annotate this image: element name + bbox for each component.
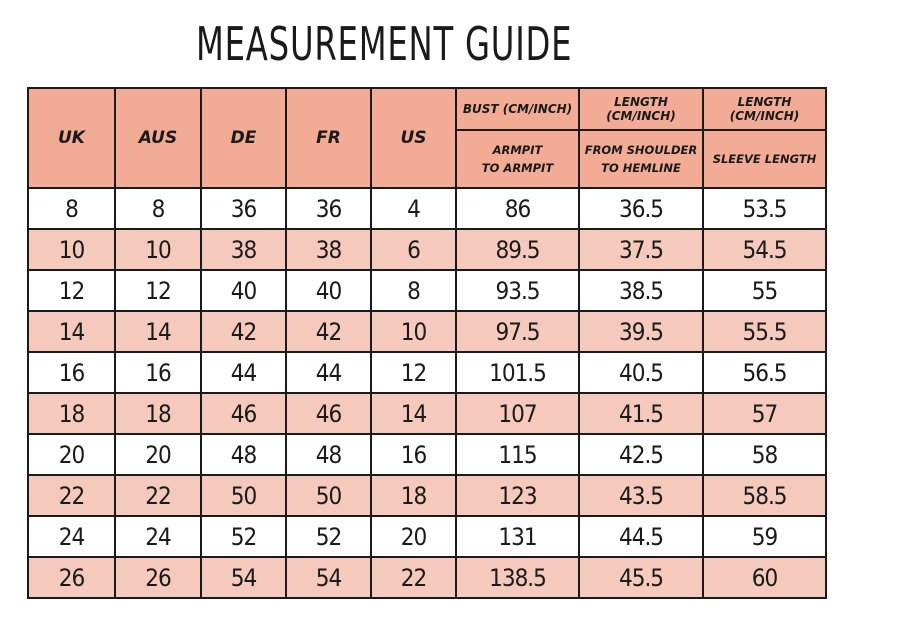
cell-de: 46 — [201, 393, 286, 434]
cell-aus: 20 — [115, 434, 201, 475]
cell-uk: 26 — [28, 557, 115, 598]
cell-aus: 26 — [115, 557, 201, 598]
column-header-de: DE — [201, 88, 286, 188]
page-title: MEASUREMENT GUIDE — [196, 17, 573, 71]
cell-sleeve-length: 54.5 — [703, 229, 826, 270]
cell-bust: 93.5 — [456, 270, 579, 311]
column-header-sleeve-length: LENGTH (CM/INCH) — [703, 88, 826, 130]
table-row — [28, 475, 826, 516]
table-row — [28, 352, 826, 393]
subheader-line: SLEEVE LENGTH — [712, 152, 817, 166]
cell-sleeve-length: 57 — [703, 393, 826, 434]
cell-aus: 22 — [115, 475, 201, 516]
cell-sleeve-length: 58 — [703, 434, 826, 475]
cell-sleeve-length: 55 — [703, 270, 826, 311]
cell-us: 12 — [371, 352, 456, 393]
table-row — [28, 188, 826, 229]
cell-body-length: 36.5 — [579, 188, 703, 229]
cell-aus: 18 — [115, 393, 201, 434]
cell-body-length: 44.5 — [579, 516, 703, 557]
cell-aus: 12 — [115, 270, 201, 311]
subheader-line: TO ARMPIT — [481, 161, 554, 175]
cell-body-length: 40.5 — [579, 352, 703, 393]
subheader-bust — [456, 130, 579, 188]
subheader-body-length — [579, 130, 703, 188]
column-header-aus: AUS — [115, 88, 201, 188]
cell-sleeve-length: 56.5 — [703, 352, 826, 393]
column-header-fr: FR — [286, 88, 371, 188]
cell-uk: 18 — [28, 393, 115, 434]
cell-us: 14 — [371, 393, 456, 434]
cell-aus: 16 — [115, 352, 201, 393]
cell-fr: 50 — [286, 475, 371, 516]
cell-bust: 97.5 — [456, 311, 579, 352]
cell-body-length: 38.5 — [579, 270, 703, 311]
cell-de: 40 — [201, 270, 286, 311]
table-row — [28, 270, 826, 311]
cell-de: 48 — [201, 434, 286, 475]
cell-aus: 24 — [115, 516, 201, 557]
subheader-line: TO HEMLINE — [601, 161, 681, 175]
table-row — [28, 516, 826, 557]
cell-bust: 101.5 — [456, 352, 579, 393]
cell-us: 22 — [371, 557, 456, 598]
subheader-line: FROM SHOULDER — [584, 143, 698, 157]
cell-aus: 8 — [115, 188, 201, 229]
cell-de: 38 — [201, 229, 286, 270]
cell-fr: 48 — [286, 434, 371, 475]
cell-us: 10 — [371, 311, 456, 352]
cell-fr: 36 — [286, 188, 371, 229]
table-row — [28, 311, 826, 352]
table-row — [28, 434, 826, 475]
cell-fr: 52 — [286, 516, 371, 557]
cell-uk: 22 — [28, 475, 115, 516]
column-header-us: US — [371, 88, 456, 188]
cell-bust: 131 — [456, 516, 579, 557]
cell-fr: 44 — [286, 352, 371, 393]
cell-bust: 138.5 — [456, 557, 579, 598]
cell-bust: 89.5 — [456, 229, 579, 270]
cell-uk: 10 — [28, 229, 115, 270]
subheader-line: ARMPIT — [492, 143, 543, 157]
cell-de: 52 — [201, 516, 286, 557]
cell-body-length: 37.5 — [579, 229, 703, 270]
cell-sleeve-length: 60 — [703, 557, 826, 598]
cell-us: 4 — [371, 188, 456, 229]
cell-body-length: 42.5 — [579, 434, 703, 475]
cell-us: 20 — [371, 516, 456, 557]
cell-de: 54 — [201, 557, 286, 598]
cell-body-length: 43.5 — [579, 475, 703, 516]
cell-uk: 16 — [28, 352, 115, 393]
cell-fr: 38 — [286, 229, 371, 270]
cell-aus: 10 — [115, 229, 201, 270]
cell-uk: 24 — [28, 516, 115, 557]
cell-fr: 42 — [286, 311, 371, 352]
cell-de: 42 — [201, 311, 286, 352]
cell-us: 18 — [371, 475, 456, 516]
cell-sleeve-length: 55.5 — [703, 311, 826, 352]
column-header-bust: BUST (CM/INCH) — [456, 88, 579, 130]
table-header — [28, 88, 826, 188]
cell-uk: 8 — [28, 188, 115, 229]
subheader-sleeve-length — [703, 130, 826, 188]
cell-body-length: 45.5 — [579, 557, 703, 598]
cell-uk: 14 — [28, 311, 115, 352]
cell-sleeve-length: 59 — [703, 516, 826, 557]
table-row — [28, 393, 826, 434]
cell-fr: 46 — [286, 393, 371, 434]
cell-bust: 86 — [456, 188, 579, 229]
cell-us: 16 — [371, 434, 456, 475]
cell-uk: 20 — [28, 434, 115, 475]
cell-sleeve-length: 53.5 — [703, 188, 826, 229]
cell-bust: 107 — [456, 393, 579, 434]
column-header-uk: UK — [28, 88, 115, 188]
cell-de: 44 — [201, 352, 286, 393]
cell-uk: 12 — [28, 270, 115, 311]
table-row — [28, 557, 826, 598]
column-header-body-length: LENGTH (CM/INCH) — [579, 88, 703, 130]
cell-aus: 14 — [115, 311, 201, 352]
cell-us: 8 — [371, 270, 456, 311]
table-body — [28, 188, 826, 598]
cell-de: 50 — [201, 475, 286, 516]
cell-sleeve-length: 58.5 — [703, 475, 826, 516]
measurement-table — [27, 87, 827, 599]
cell-us: 6 — [371, 229, 456, 270]
cell-bust: 123 — [456, 475, 579, 516]
cell-de: 36 — [201, 188, 286, 229]
cell-body-length: 39.5 — [579, 311, 703, 352]
cell-bust: 115 — [456, 434, 579, 475]
cell-fr: 40 — [286, 270, 371, 311]
cell-fr: 54 — [286, 557, 371, 598]
cell-body-length: 41.5 — [579, 393, 703, 434]
table-row — [28, 229, 826, 270]
